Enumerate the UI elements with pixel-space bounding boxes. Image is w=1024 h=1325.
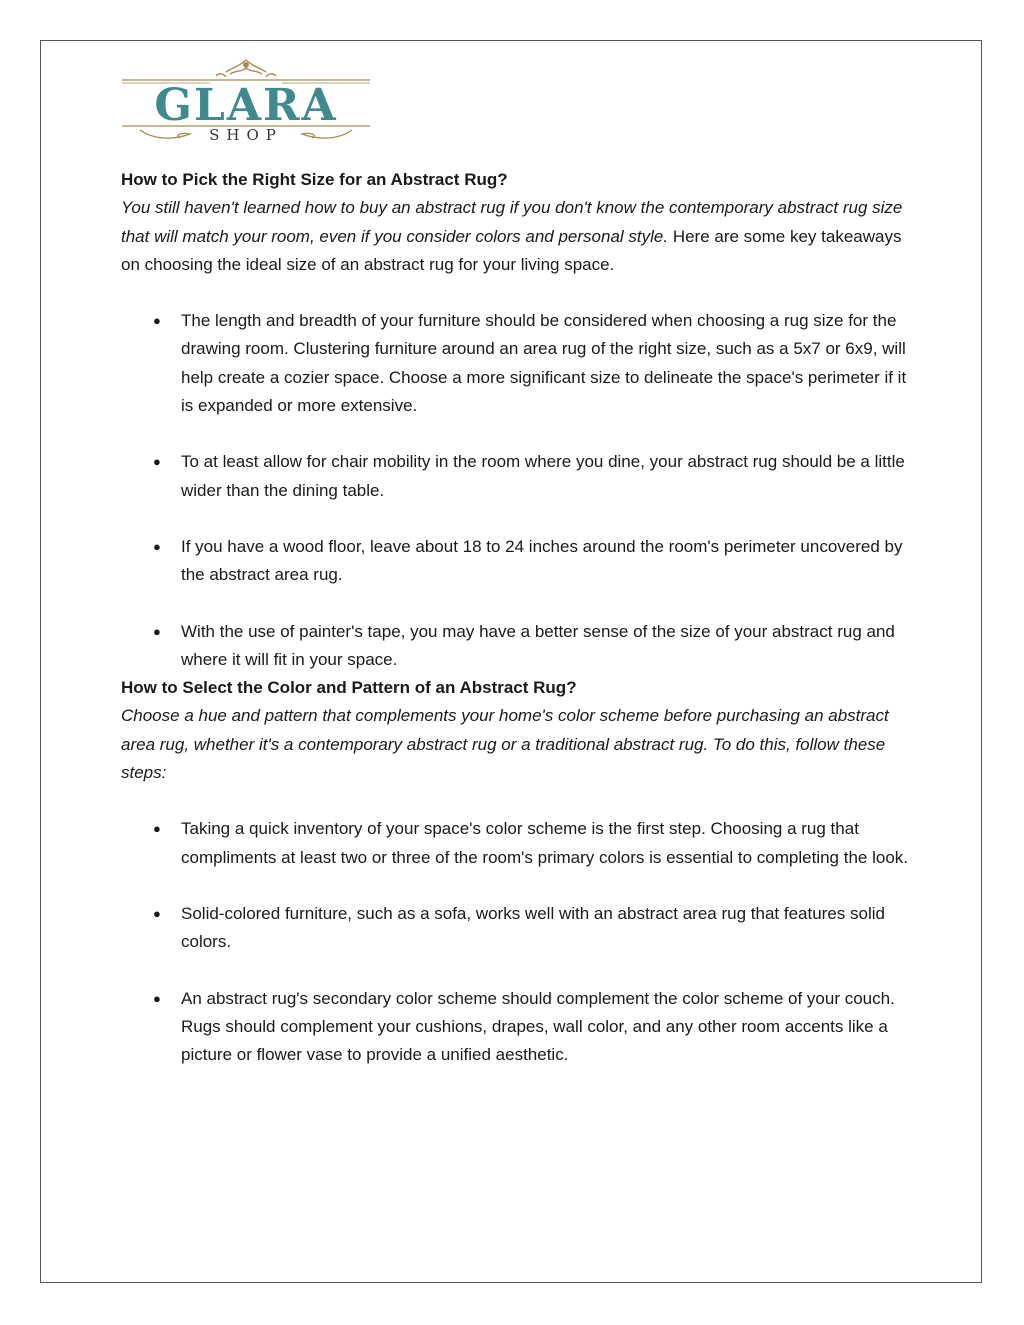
section-intro-color: Choose a hue and pattern that complements your home's color scheme before purchasing an abstract area rug, whether it's a contemporary abstract rug or a traditional abstract rug. To do this, follow these steps: <box>121 706 889 783</box>
list-item <box>121 618 911 675</box>
bullet-icon: ● <box>153 821 161 837</box>
section-heading-size: How to Pick the Right Size for an Abstract Rug? <box>121 170 508 189</box>
list-item-text: If you have a wood floor, leave about 18 to 24 inches around the room's perimeter uncovered by the abstract area rug. <box>181 536 903 585</box>
bullet-icon: ● <box>153 313 161 329</box>
ornament-top-icon <box>216 60 276 77</box>
logo-brand-text: GLARA <box>154 80 338 131</box>
intro-regular-text: Here are some key takeaways on choosing the ideal size of an abstract rug for your living space. <box>121 226 902 274</box>
logo-sub-text: SHOP <box>209 126 283 144</box>
list-item-text: With the use of painter's tape, you may have a better sense of the size of your abstract rug and where it will fit in your space. <box>181 621 895 669</box>
list-item-text: The length and breadth of your furniture should be considered when choosing a rug size for the drawing room. Clustering furniture around an area rug of the right size, such as a 5x7 or 6x9, will help create a cozier space. Choose a more significant size to delineate the space's perimeter if it is expanded or more extensive. <box>181 311 907 416</box>
list-item <box>121 448 911 505</box>
bullet-icon: ● <box>153 454 161 470</box>
list-item-text: To at least allow for chair mobility in the room where you dine, your abstract rug should be a little wider than the dining table. <box>181 452 905 500</box>
list-item <box>121 900 911 957</box>
list-item <box>121 533 911 590</box>
bullet-icon: ● <box>153 990 161 1006</box>
glara-shop-logo <box>120 58 372 144</box>
list-item <box>121 985 911 1070</box>
bullet-icon: ● <box>153 623 161 639</box>
intro-italic-text: You still haven't learned how to buy an abstract rug if you don't know the contemporary abstract rug size that will match your room, even if you consider colors and personal style. <box>121 198 903 246</box>
list-item <box>121 815 911 872</box>
document-body <box>121 166 911 1069</box>
section-heading-color: How to Select the Color and Pattern of an Abstract Rug? <box>121 678 577 698</box>
size-tips-list <box>121 307 911 674</box>
list-item-text: Taking a quick inventory of your space's color scheme is the first step. Choosing a rug that compliments at least two or three of the room's primary colors is essential to completing the look. <box>181 819 908 867</box>
list-item <box>121 307 911 420</box>
list-item-text: An abstract rug's secondary color scheme should complement the color scheme of your couch. Rugs should complement your cushions, drapes, wall color, and any other room accents like a picture or flower vase to provide a unified aesthetic. <box>181 988 895 1065</box>
bullet-icon: ● <box>153 905 161 921</box>
section-intro-size <box>121 194 911 279</box>
color-tips-list <box>121 815 911 1069</box>
list-item-text: Solid-colored furniture, such as a sofa, works well with an abstract area rug that features solid colors. <box>181 903 885 952</box>
bullet-icon: ● <box>153 538 161 554</box>
